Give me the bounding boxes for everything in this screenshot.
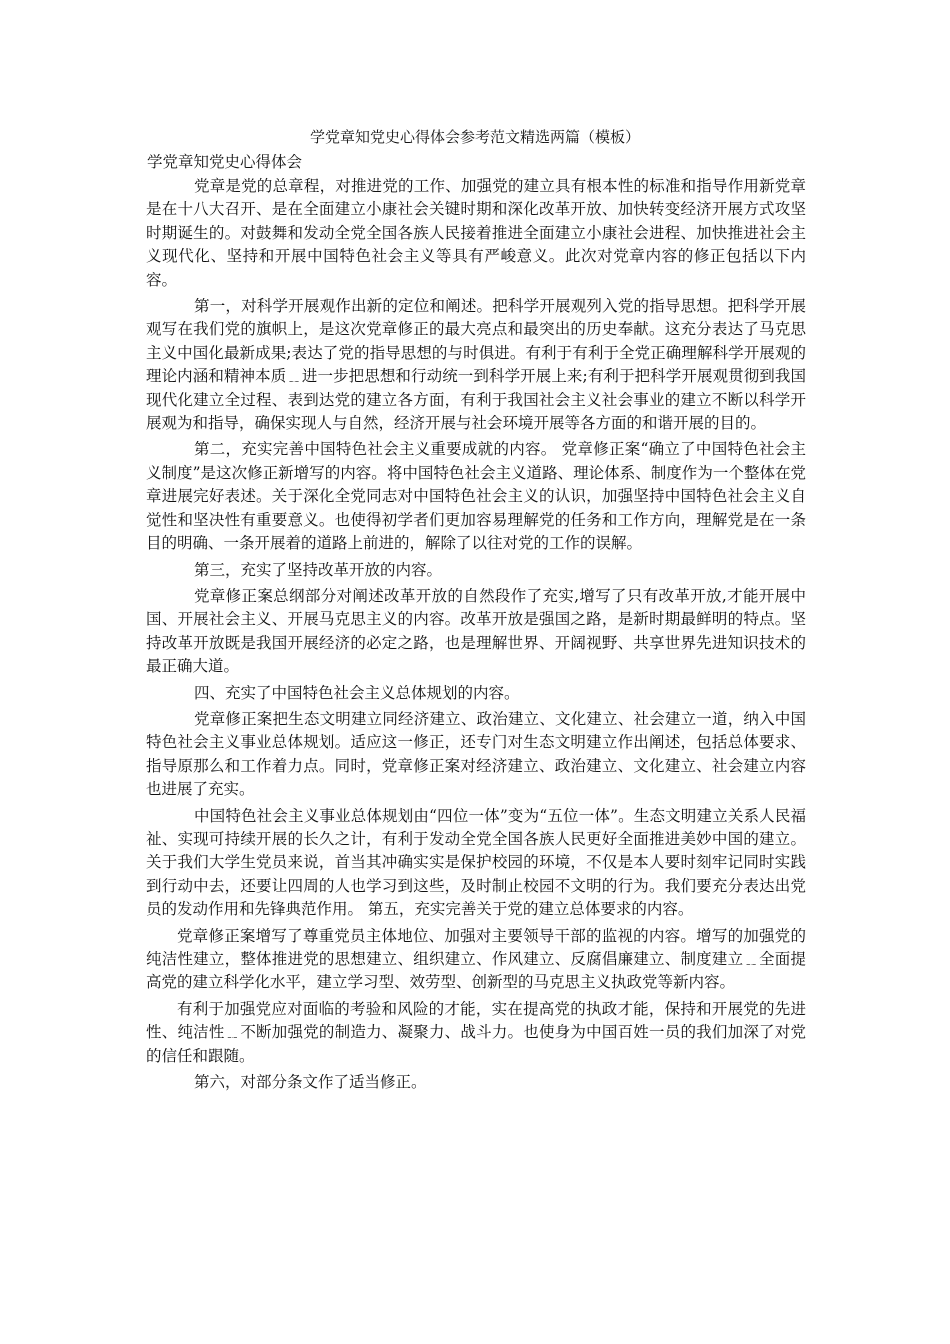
paragraph-point-three-body: 党章修正案总纲部分对阐述改革开放的自然段作了充实,增写了只有改革开放,才能开展中国、开展社会主义、开展马克思主义的内容。改革开放是强国之路，是新时期最鲜明的特点。坚持改革开放既是我国开展经济的必定之路，也是理解世界、开阔视野、共享世界先进知识技术的最正确大道。	[146, 586, 806, 676]
document-title: 学党章知党史心得体会参考范文精选两篇（模板）	[309, 128, 640, 146]
paragraph-intro: 党章是党的总章程，对推进党的工作、加强党的建立具有根本性的标准和指导作用新党章是在十八大召开、是在全面建立小康社会关键时期和深化改革开放、加快转变经济开展方式攻坚时期诞生的。对鼓舞和发动全党全国各族人民接着推进全面建立小康社会进程、加快推进社会主义现代化、坚持和开展中国特色社会主义等具有严峻意义。此次对党章内容的修正包括以下内容。	[146, 177, 806, 289]
paragraph-point-one: 第一，对科学开展观作出新的定位和阐述。把科学开展观列入党的指导思想。把科学开展观写在我们党的旗帜上，是这次党章修正的最大亮点和最突出的历史奉献。这充分表达了马克思主义中国化最新成果;表达了党的指导思想的与时俱进。有利于有利于全党正确理解科学开展观的理论内涵和精神本质﹎进一步把思想和行动统一到科学开展上来;有利于把科学开展观贯彻到我国现代化建立全过程、表到达党的建立各方面，有利于我国社会主义社会事业的建立不断以科学开展观为和指导，确保实现人与自然，经济开展与社会环境开展等各方面的和谐开展的目的。	[146, 297, 806, 433]
paragraph-point-three-heading: 第三，充实了坚持改革开放的内容。	[194, 560, 443, 579]
paragraph-point-six-heading: 第六，对部分条文作了适当修正。	[194, 1073, 427, 1092]
paragraph-point-two: 第二，充实完善中国特色社会主义重要成就的内容。 党章修正案“确立了中国特色社会主义制度”是这次修正新增写的内容。将中国特色社会主义道路、理论体系、制度作为一个整体在党章进展完好表述。关于深化全党同志对中国特色社会主义的认识，加强坚持中国特色社会主义自觉性和坚决性有重要意义。也使得初学者们更加容易理解党的任务和工作方向，理解党是在一条目的明确、一条开展着的道路上前进的，解除了以往对党的工作的误解。	[146, 440, 806, 553]
paragraph-point-five-body: 党章修正案增写了尊重党员主体地位、加强对主要领导干部的监视的内容。增写的加强党的纯洁性建立，整体推进党的思想建立、组织建立、作风建立、反腐倡廉建立、制度建立﹎全面提高党的建立科学化水平，建立学习型、效劳型、创新型的马克思主义执政党等新内容。	[146, 926, 806, 992]
paragraph-point-four-continued: 中国特色社会主义事业总体规划由“四位一体”变为“五位一体”。生态文明建立关系人民福祉、实现可持续开展的长久之计，有利于发动全党全国各族人民更好全面推进美妙中国的建立。关于我们大学生党员来说，首当其冲确实实是保护校园的环境，不仅是本人要时刻牢记同时实践到行动中去，还要让四周的人也学习到这些，及时制止校园不文明的行为。我们要充分表达出党员的发动作用和先锋典范作用。 第五，充实完善关于党的建立总体要求的内容。	[146, 806, 806, 919]
document-subtitle: 学党章知党史心得体会	[147, 153, 303, 171]
document-body	[146, 175, 806, 1097]
paragraph-point-five-continued: 有利于加强党应对面临的考验和风险的才能，实在提高党的执政才能，保持和开展党的先进性、纯洁性﹎不断加强党的制造力、凝聚力、战斗力。也使身为中国百姓一员的我们加深了对党的信任和跟随。	[146, 999, 806, 1065]
paragraph-point-four-heading: 四、充实了中国特色社会主义总体规划的内容。	[194, 683, 520, 702]
paragraph-point-four-body: 党章修正案把生态文明建立同经济建立、政治建立、文化建立、社会建立一道，纳入中国特色社会主义事业总体规划。适应这一修正，还专门对生态文明建立作出阐述，包括总体要求、指导原那么和工作着力点。同时，党章修正案对经济建立、政治建立、文化建立、社会建立内容也进展了充实。	[146, 709, 806, 799]
